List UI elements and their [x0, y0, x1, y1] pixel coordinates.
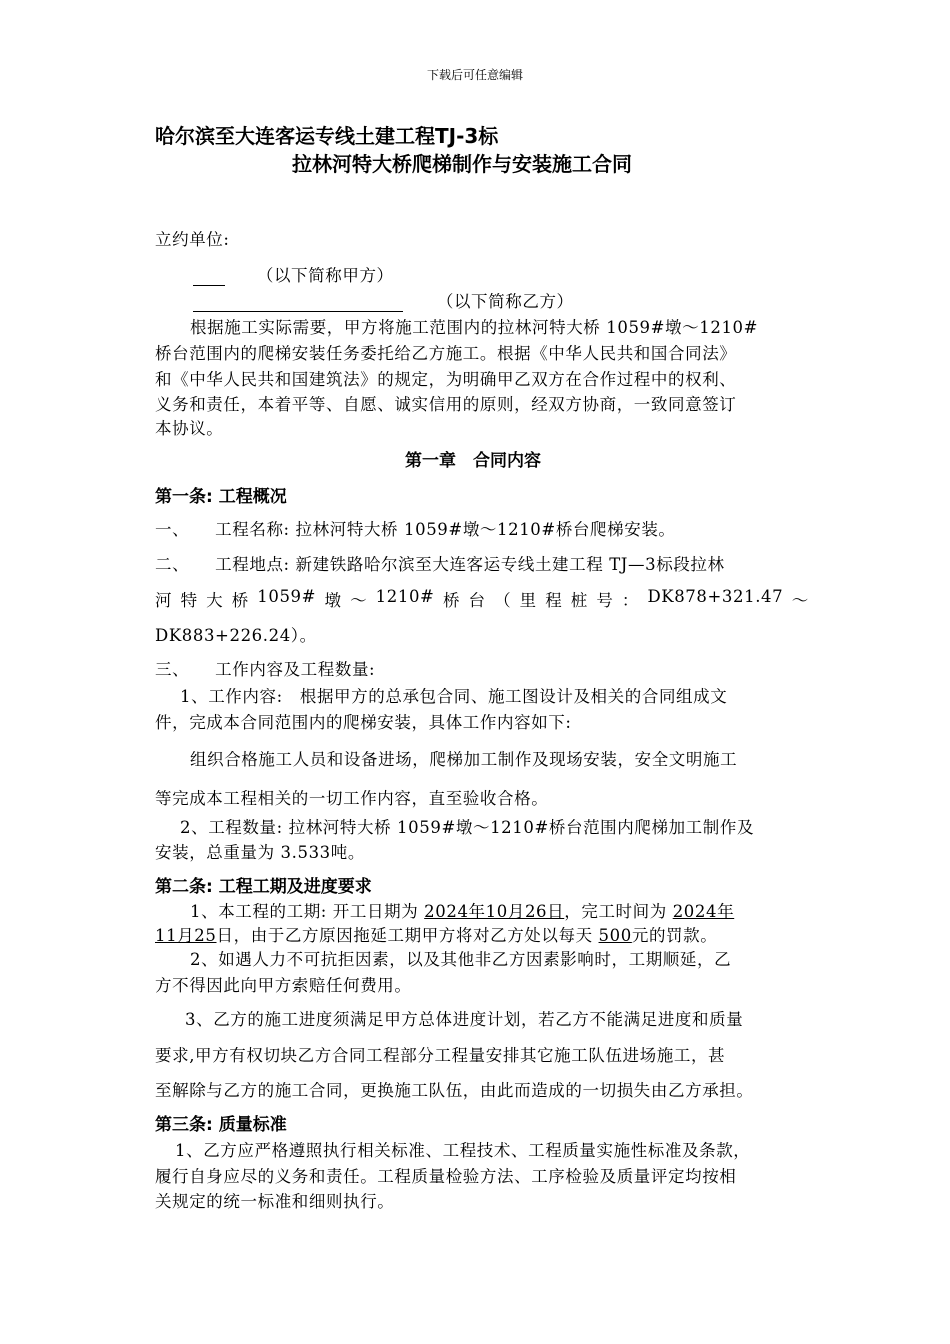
article2-p1-text-d: 元的罚款。: [631, 926, 718, 945]
start-date: 2024年10月26日: [424, 902, 565, 921]
loc-part: （: [494, 591, 512, 610]
article1-item2-line3: DK883+226.24）。: [155, 626, 317, 645]
article3-p1-line-1: 1、乙方应严格遵照执行相关标准、工程技术、工程质量实施性标准及条款，: [175, 1141, 751, 1160]
article1-item1: 一、 工程名称: 拉林河特大桥 1059#墩～1210#桥台爬梯安装。: [155, 520, 676, 539]
article2-p3-line-1: 3、乙方的施工进度须满足甲方总体进度计划，若乙方不能满足进度和质量: [185, 1010, 744, 1029]
article3-heading: 第三条: 质量标准: [155, 1115, 287, 1135]
work-detail-line-2: 等完成本工程相关的一切工作内容，直至验收合格。: [155, 789, 549, 808]
loc-part: ～: [350, 591, 368, 610]
article1-item2-line2: [155, 587, 809, 611]
article3-p1-line-3: 关规定的统一标准和细则执行。: [155, 1192, 395, 1211]
work-detail-line-1: 组织合格施工人员和设备进场，爬梯加工制作及现场安装，安全文明施工: [190, 750, 738, 769]
intro-line-4: 义务和责任，本着平等、自愿、诚实信用的原则，经双方协商，一致同意签订: [155, 395, 737, 414]
loc-part: 1210#: [375, 587, 435, 606]
work-content-line-1: 1、工作内容: 根据甲方的总承包合同、施工图设计及相关的合同组成文: [180, 687, 728, 706]
loc-part: DK878+321.47: [647, 587, 784, 606]
article2-p2-line-2: 方不得因此向甲方索赔任何费用。: [155, 976, 412, 995]
penalty-amount: 500: [598, 926, 632, 945]
quantity-line-1: 2、工程数量: 拉林河特大桥 1059#墩～1210#桥台范围内爬梯加工制作及: [180, 818, 755, 837]
loc-part: 桩: [570, 591, 588, 610]
intro-line-1: 根据施工实际需要，甲方将施工范围内的拉林河特大桥 1059#墩～1210#: [190, 318, 759, 337]
loc-part: 河: [155, 591, 173, 610]
loc-part: 台: [468, 591, 486, 610]
loc-part: ：: [621, 591, 639, 610]
loc-part: 号: [596, 591, 614, 610]
article2-p1-text-b: ，完工时间为: [564, 902, 673, 921]
party-b-suffix: （以下简称乙方）: [436, 292, 574, 311]
article3-p1-line-2: 履行自身应尽的义务和责任。工程质量检验方法、工序检验及质量评定均按相: [155, 1167, 737, 1186]
party-b-blank: [193, 292, 403, 312]
loc-part: 里: [519, 591, 537, 610]
parties-label: 立约单位:: [155, 230, 230, 249]
article2-p1-text-a: 1、本工程的工期: 开工日期为: [190, 902, 425, 921]
end-year: 2024年: [672, 902, 735, 921]
loc-part: 大: [206, 591, 224, 610]
article2-p1-line-2: [155, 922, 717, 946]
title-line-2: 拉林河特大桥爬梯制作与安装施工合同: [292, 152, 632, 176]
loc-part: 桥: [231, 591, 249, 610]
party-a-blank: [193, 266, 225, 286]
party-a-suffix: （以下简称甲方）: [256, 266, 394, 285]
article1-item3: 三、 工作内容及工程数量:: [155, 660, 376, 679]
loc-part: ～: [791, 591, 809, 610]
end-date: 11月25: [155, 926, 217, 945]
loc-part: 程: [545, 591, 563, 610]
intro-line-5: 本协议。: [155, 419, 224, 438]
quantity-line-2: 安装，总重量为 3.533吨。: [155, 843, 365, 862]
intro-line-2: 桥台范围内的爬梯安装任务委托给乙方施工。根据《中华人民共和国合同法》: [155, 344, 737, 363]
work-content-line-2: 件，完成本合同范围内的爬梯安装，具体工作内容如下:: [155, 713, 572, 732]
title-line-1: 哈尔滨至大连客运专线土建工程TJ-3标: [155, 124, 499, 148]
article2-heading: 第二条: 工程工期及进度要求: [155, 877, 372, 897]
article2-p3-line-2: 要求,甲方有权切块乙方合同工程部分工程量安排其它施工队伍进场施工，甚: [155, 1046, 726, 1065]
article1-item2-line1: 二、 工程地点: 新建铁路哈尔滨至大连客运专线土建工程 TJ—3标段拉林: [155, 555, 725, 574]
loc-part: 墩: [324, 591, 342, 610]
party-b-line: [193, 288, 574, 312]
loc-part: 桥: [442, 591, 461, 610]
article2-p2-line-1: 2、如遇人力不可抗拒因素，以及其他非乙方因素影响时，工期顺延，乙: [190, 950, 732, 969]
intro-line-3: 和《中华人民共和国建筑法》的规定，为明确甲乙双方在合作过程中的权利、: [155, 370, 737, 389]
chapter-heading: 第一章 合同内容: [405, 451, 541, 471]
article2-p1-line-1: [190, 898, 734, 922]
article2-p1-text-c: 日，由于乙方原因拖延工期甲方将对乙方处以每天: [216, 926, 599, 945]
loc-part: 1059#: [257, 587, 317, 606]
loc-part: 特: [180, 591, 198, 610]
header-note: 下载后可任意编辑: [426, 68, 523, 82]
article2-p3-line-3: 至解除与乙方的施工合同，更换施工队伍，由此而造成的一切损失由乙方承担。: [155, 1081, 754, 1100]
article1-heading: 第一条: 工程概况: [155, 487, 287, 507]
party-a-line: [193, 262, 394, 286]
